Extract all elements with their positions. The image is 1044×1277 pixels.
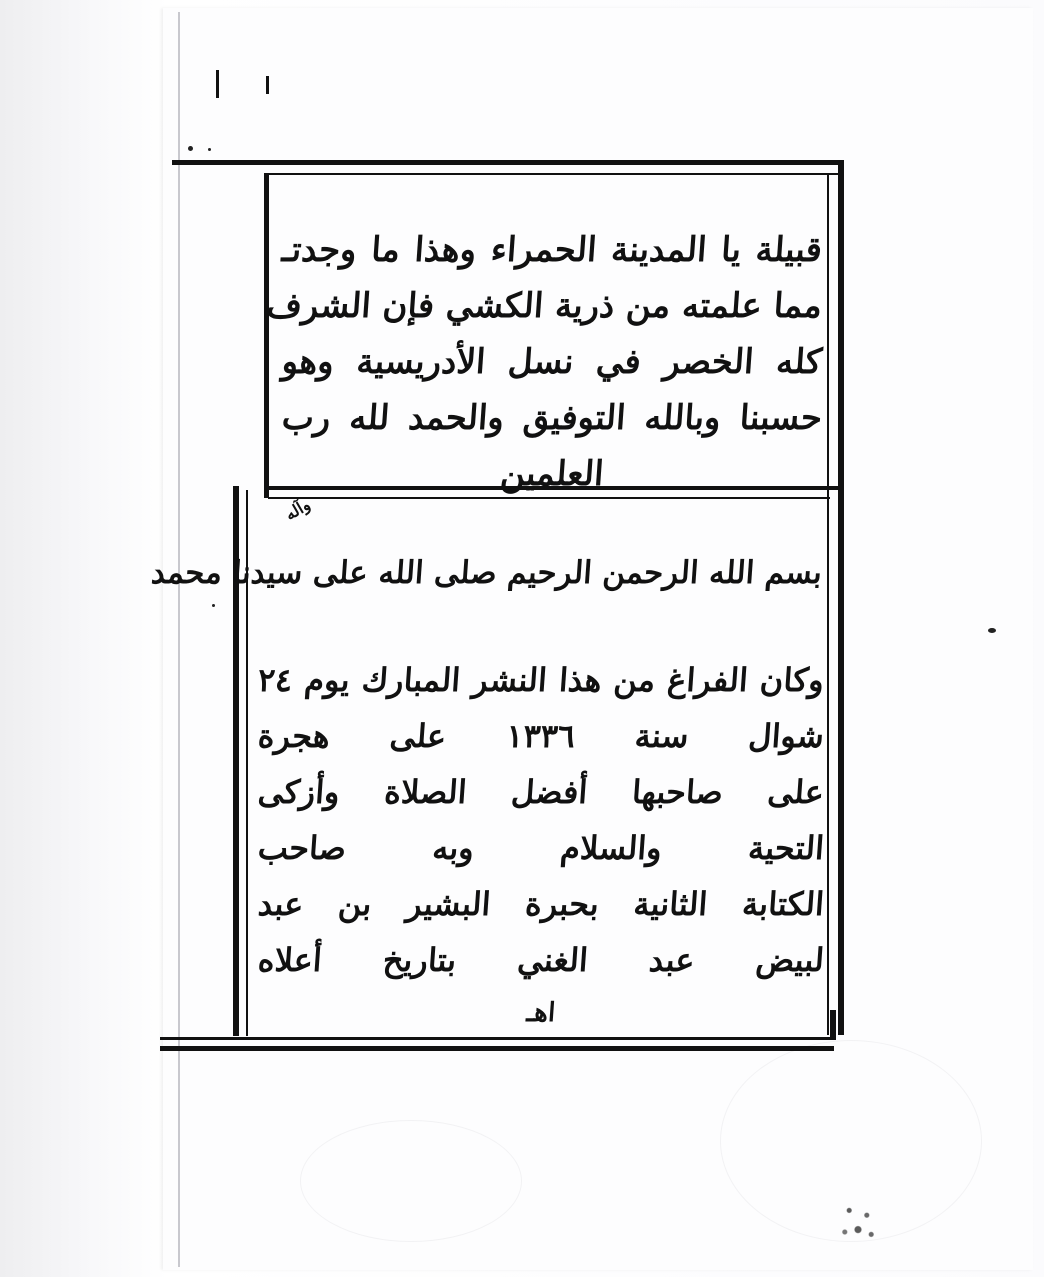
bleed-through-mark [300,1120,522,1242]
ink-speck [208,148,211,151]
text-line-1: قبيلة يا المدينة الحمراء وهذا ما وجدتـ [280,230,824,270]
basmala-block [149,538,824,608]
text-line-6: وكان الفراغ من هذا النشر المبارك يوم ٢٤ [256,661,826,699]
frame-top-rule [172,160,842,165]
main-text-block [258,652,824,1038]
text-line-10: الكتابة الثانية بحبرة البشير بن عبد [256,885,826,923]
frame-right-rule [838,160,844,1035]
text-line-2: مما علمته من ذرية الكشي فإن الشرف [265,286,824,326]
basmala-line: بسم الله الرحمن الرحيم صلى الله على سيدنا محمد [149,555,824,591]
top-text-block [265,222,824,502]
text-line-11: لبيض عبد الغني بتاريخ أعلاه [256,941,826,979]
text-line-4: حسبنا وبالله التوفيق والحمد لله رب [280,398,824,438]
text-line-12: اهـ [525,998,557,1028]
ink-speck [988,628,996,633]
frame-bottom-rule-thick [160,1046,834,1051]
text-line-9: التحية والسلام وبه صاحب [256,829,826,867]
basmala-annotation: وآله [281,494,314,525]
top-tick-mark [216,70,219,98]
text-line-8: على صاحبها أفضل الصلاة وأزكى [256,773,826,811]
text-line-5: العلمين [498,454,606,494]
text-line-3: كله الخصر في نسل الأدريسية وهو [280,342,824,382]
frame-right-rule-inner [827,175,829,1035]
page-fold-line [178,12,180,1267]
ink-speck [188,146,193,151]
frame-left-rule [264,173,269,498]
text-line-7: شوال سنة ١٣٣٦ على هجرة [256,717,826,755]
ink-smudge-mark [836,1196,880,1244]
frame-top-rule-inner [268,173,838,175]
top-tick-mark [266,76,269,94]
frame-bottom-rule-cap [830,1010,836,1040]
